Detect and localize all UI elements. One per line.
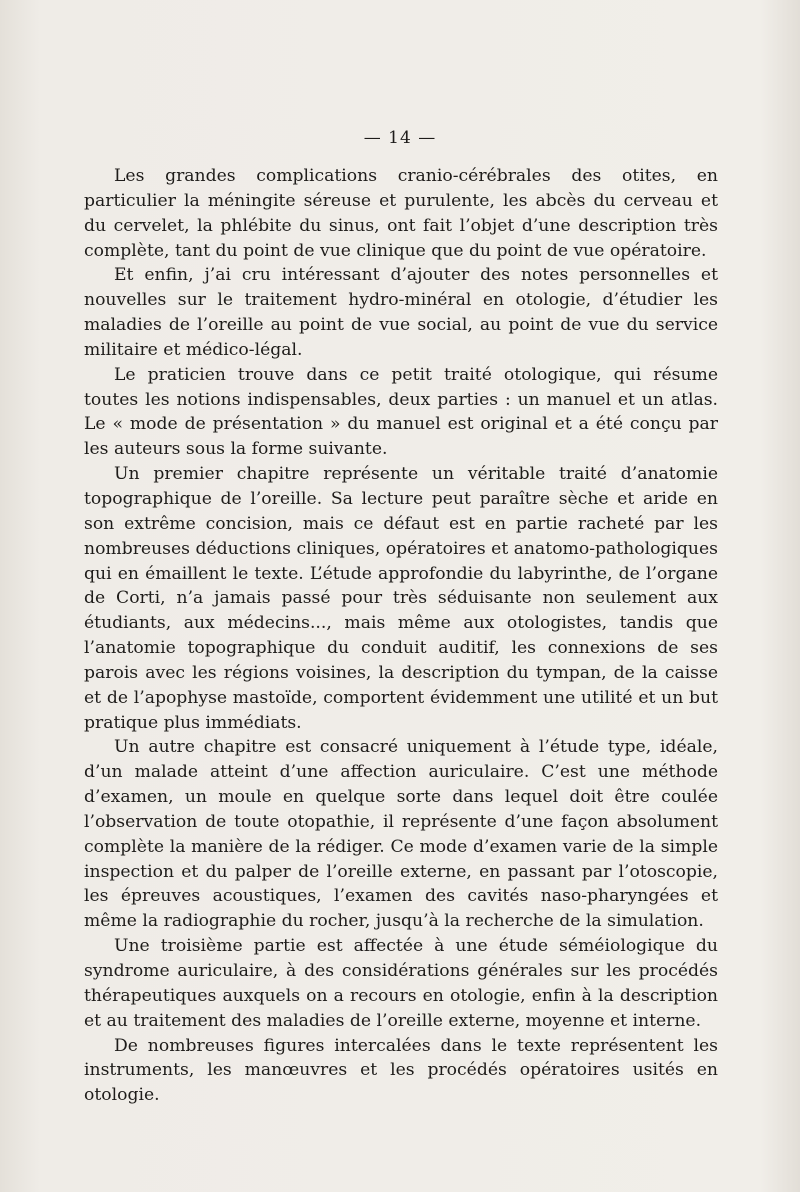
paragraph-hydro-mineral: Et enfin, j’ai cru intéressant d’ajouter des notes personnelles et nouvelles sur le traitement hydro-minéral en otologie, d’étudier les maladies de l’oreille au point de vue social, au point de vue du service militaire et médico-légal. xyxy=(84,265,718,360)
paragraph-manuel-atlas: Le praticien trouve dans ce petit traité otologique, qui résume toutes les notions indispensables, deux parties : un manuel et un atlas. Le « mode de présentation » du manuel est original et a été conçu par les auteurs sous la forme suivante. xyxy=(84,364,718,460)
paragraph-complications: Les grandes complications cranio-cérébrales des otites, en particulier la méningite séreuse et purulente, les abcès du cerveau et du cervelet, la phlébite du sinus, ont fait l’objet d’une description très complète, tant du point de vue clinique que du point de vue opératoire. xyxy=(84,166,718,261)
paragraph-examen: Un autre chapitre est consacré uniquement à l’étude type, idéale, d’un malade atteint d’une affection auriculaire. C’est une méthode d’examen, un moule en quelque sorte dans lequel doit être coulée l’observation de toute otopathie, il représente d’une façon absolument complète la manière de la rédiger. Ce mode d’examen varie de la simple inspection et du palper de l’oreille externe, en passant par l’otoscopie, les épreuves acoustiques, l’examen des cavités naso-pharyngées et même la radiographie du rocher, jusqu’à la recherche de la simulation. xyxy=(84,737,718,932)
page-number: — 14 — xyxy=(363,128,437,148)
body-text xyxy=(84,164,718,1108)
paragraph-figures: De nombreuses figures intercalées dans le texte représentent les instruments, les manœuvres et les procédés opératoires usités en otologie. xyxy=(84,1035,718,1106)
paragraph-anatomie: Un premier chapitre représente un véritable traité d’anatomie topographique de l’oreille. Sa lecture peut paraître sèche et aride en son extrême concision, mais ce défaut est en partie racheté par les nombreuses déductions cliniques, opératoires et anatomo-pathologiques qui en émaillent le texte. L’étude approfondie du labyrinthe, de l’organe de Corti, n’a jamais passé pour très séduisante non seulement aux étudiants, aux médecins..., mais même aux otologistes, tandis que l’anatomie topographique du conduit auditif, les connexions de ses parois avec les régions voisines, la description du tympan, de la caisse et de l’apophyse mastoïde, comportent évidemment une utilité et un but pratique plus immédiats. xyxy=(84,464,718,733)
paragraph-semeiologie: Une troisième partie est affectée à une étude séméiologique du syndrome auriculaire, à des considérations générales sur les procédés thérapeutiques auxquels on a recours en otologie, enfin à la description et au traitement des maladies de l’oreille externe, moyenne et interne. xyxy=(84,936,718,1031)
